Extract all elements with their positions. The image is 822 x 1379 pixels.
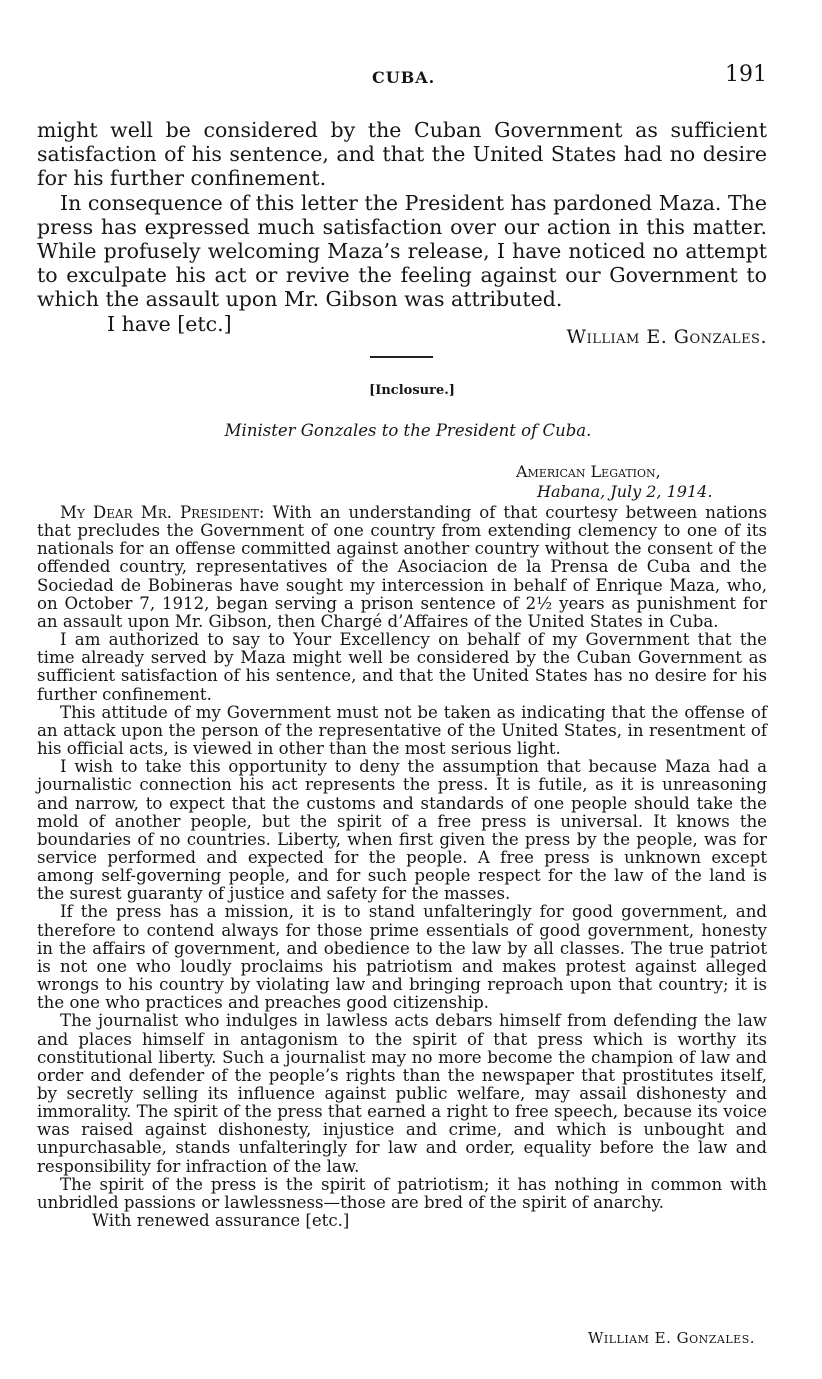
dateline [516,462,712,502]
letter-body [37,118,767,336]
dateline-place: American Legation, [516,462,661,481]
inclosure-closing: With renewed assurance [etc.] [92,1211,350,1231]
letter-closing: I have [etc.] [107,311,232,336]
salutation: My Dear Mr. President: [60,503,265,522]
inclosure-signature: William E. Gonzales. [587,1329,755,1347]
inclosure-paragraph: The spirit of the press is the spirit of patriotism; it has nothing in common with unbridled passions or lawlessness—those are bred of the spirit of anarchy. [37,1174,767,1212]
inclosure-paragraph: My Dear Mr. President: With an understanding of that courtesy between nations that precludes the Government of one country from extending clemency to one of its nationals for an offense committed against another country without the consent of the offended country, representatives of the Asociacion de la Prensa de Cuba and the Sociedad de Bobineras have sought my intercession in behalf of Enrique Maza, who, on October 7, 1912, began serving a prison sentence of 2½ years as punishment for an assault upon Mr. Gibson, then Chargé d’Affaires of the United States in Cuba. [37,503,767,631]
inclosure-label: [Inclosure.] [369,383,455,398]
running-header [37,62,767,92]
inclosure-paragraph: This attitude of my Government must not be taken as indicating that the offense of an attack upon the person of the representative of the United States, in resentment of his official acts, is viewed in other than the most serious light. [37,702,767,759]
letter-paragraph-continued: might well be considered by the Cuban Government as sufficient satisfaction of his sentence, and that the United States had no desire for his further confinement. [37,118,767,191]
inclosure-paragraph: The journalist who indulges in lawless acts debars himself from defending the law and places himself in antagonism to the spirit of that press which is worthy its constitutional liberty. Such a journalist may no more become the champion of law and order and defender of the people’s rights than the newspaper that prostitutes itself, by secretly selling its influence against public welfare, may assail dishonesty and immorality. The spirit of the press that earned a right to free speech, because its voice was raised against dishonesty, injustice and crime, and which is unbought and unpurchasable, stands unfalteringly for law and order, equality before the law and responsibility for infraction of the law. [37,1011,767,1176]
page-number: 191 [725,62,767,87]
inclosure-paragraph: I wish to take this opportunity to deny the assumption that because Maza had a journalistic connection his act represents the press. It is futile, as it is unreasoning and narrow, to expect that the customs and standards of one people should take the mold of another people, but the spirit of a free press is universal. It knows the boundaries of no countries. Liberty, when first given the press by the people, was for service performed and expected for the people. A free press is unknown except among self-governing people, and for such people respect for the law of the land is the surest guaranty of justice and safety for the masses. [37,757,767,904]
inclosure-paragraph: If the press has a mission, it is to stand unfalteringly for good government, and therefore to contend always for those prime essentials of good government, honesty in the affairs of government, and obedience to the law by all classes. The true patriot is not one who loudly proclaims his patriotism and makes protest against alleged wrongs to his country by violating law and bringing reproach upon that country; it is the one who practices and preaches good citizenship. [37,902,767,1013]
section-divider [370,356,433,358]
inclosure-title: Minister Gonzales to the President of Cuba. [224,421,592,440]
inclosure-body [37,504,767,1230]
letter-paragraph: In consequence of this letter the President has pardoned Maza. The press has expressed much satisfaction over our action in this matter. While profusely welcoming Maza’s release, I have noticed no attempt to exculpate his act or revive the feeling against our Government to which the assault upon Mr. Gibson was attributed. [37,190,767,312]
running-title: CUBA. [372,68,436,87]
inclosure-paragraph: I am authorized to say to Your Excellency on behalf of my Government that the time already served by Maza might well be considered by the Cuban Government as sufficient satisfaction of his sentence, and that the United States has no desire for his further confinement. [37,630,767,704]
dateline-date: Habana, July 2, 1914. [537,482,713,501]
letter-signature: William E. Gonzales. [566,326,767,348]
